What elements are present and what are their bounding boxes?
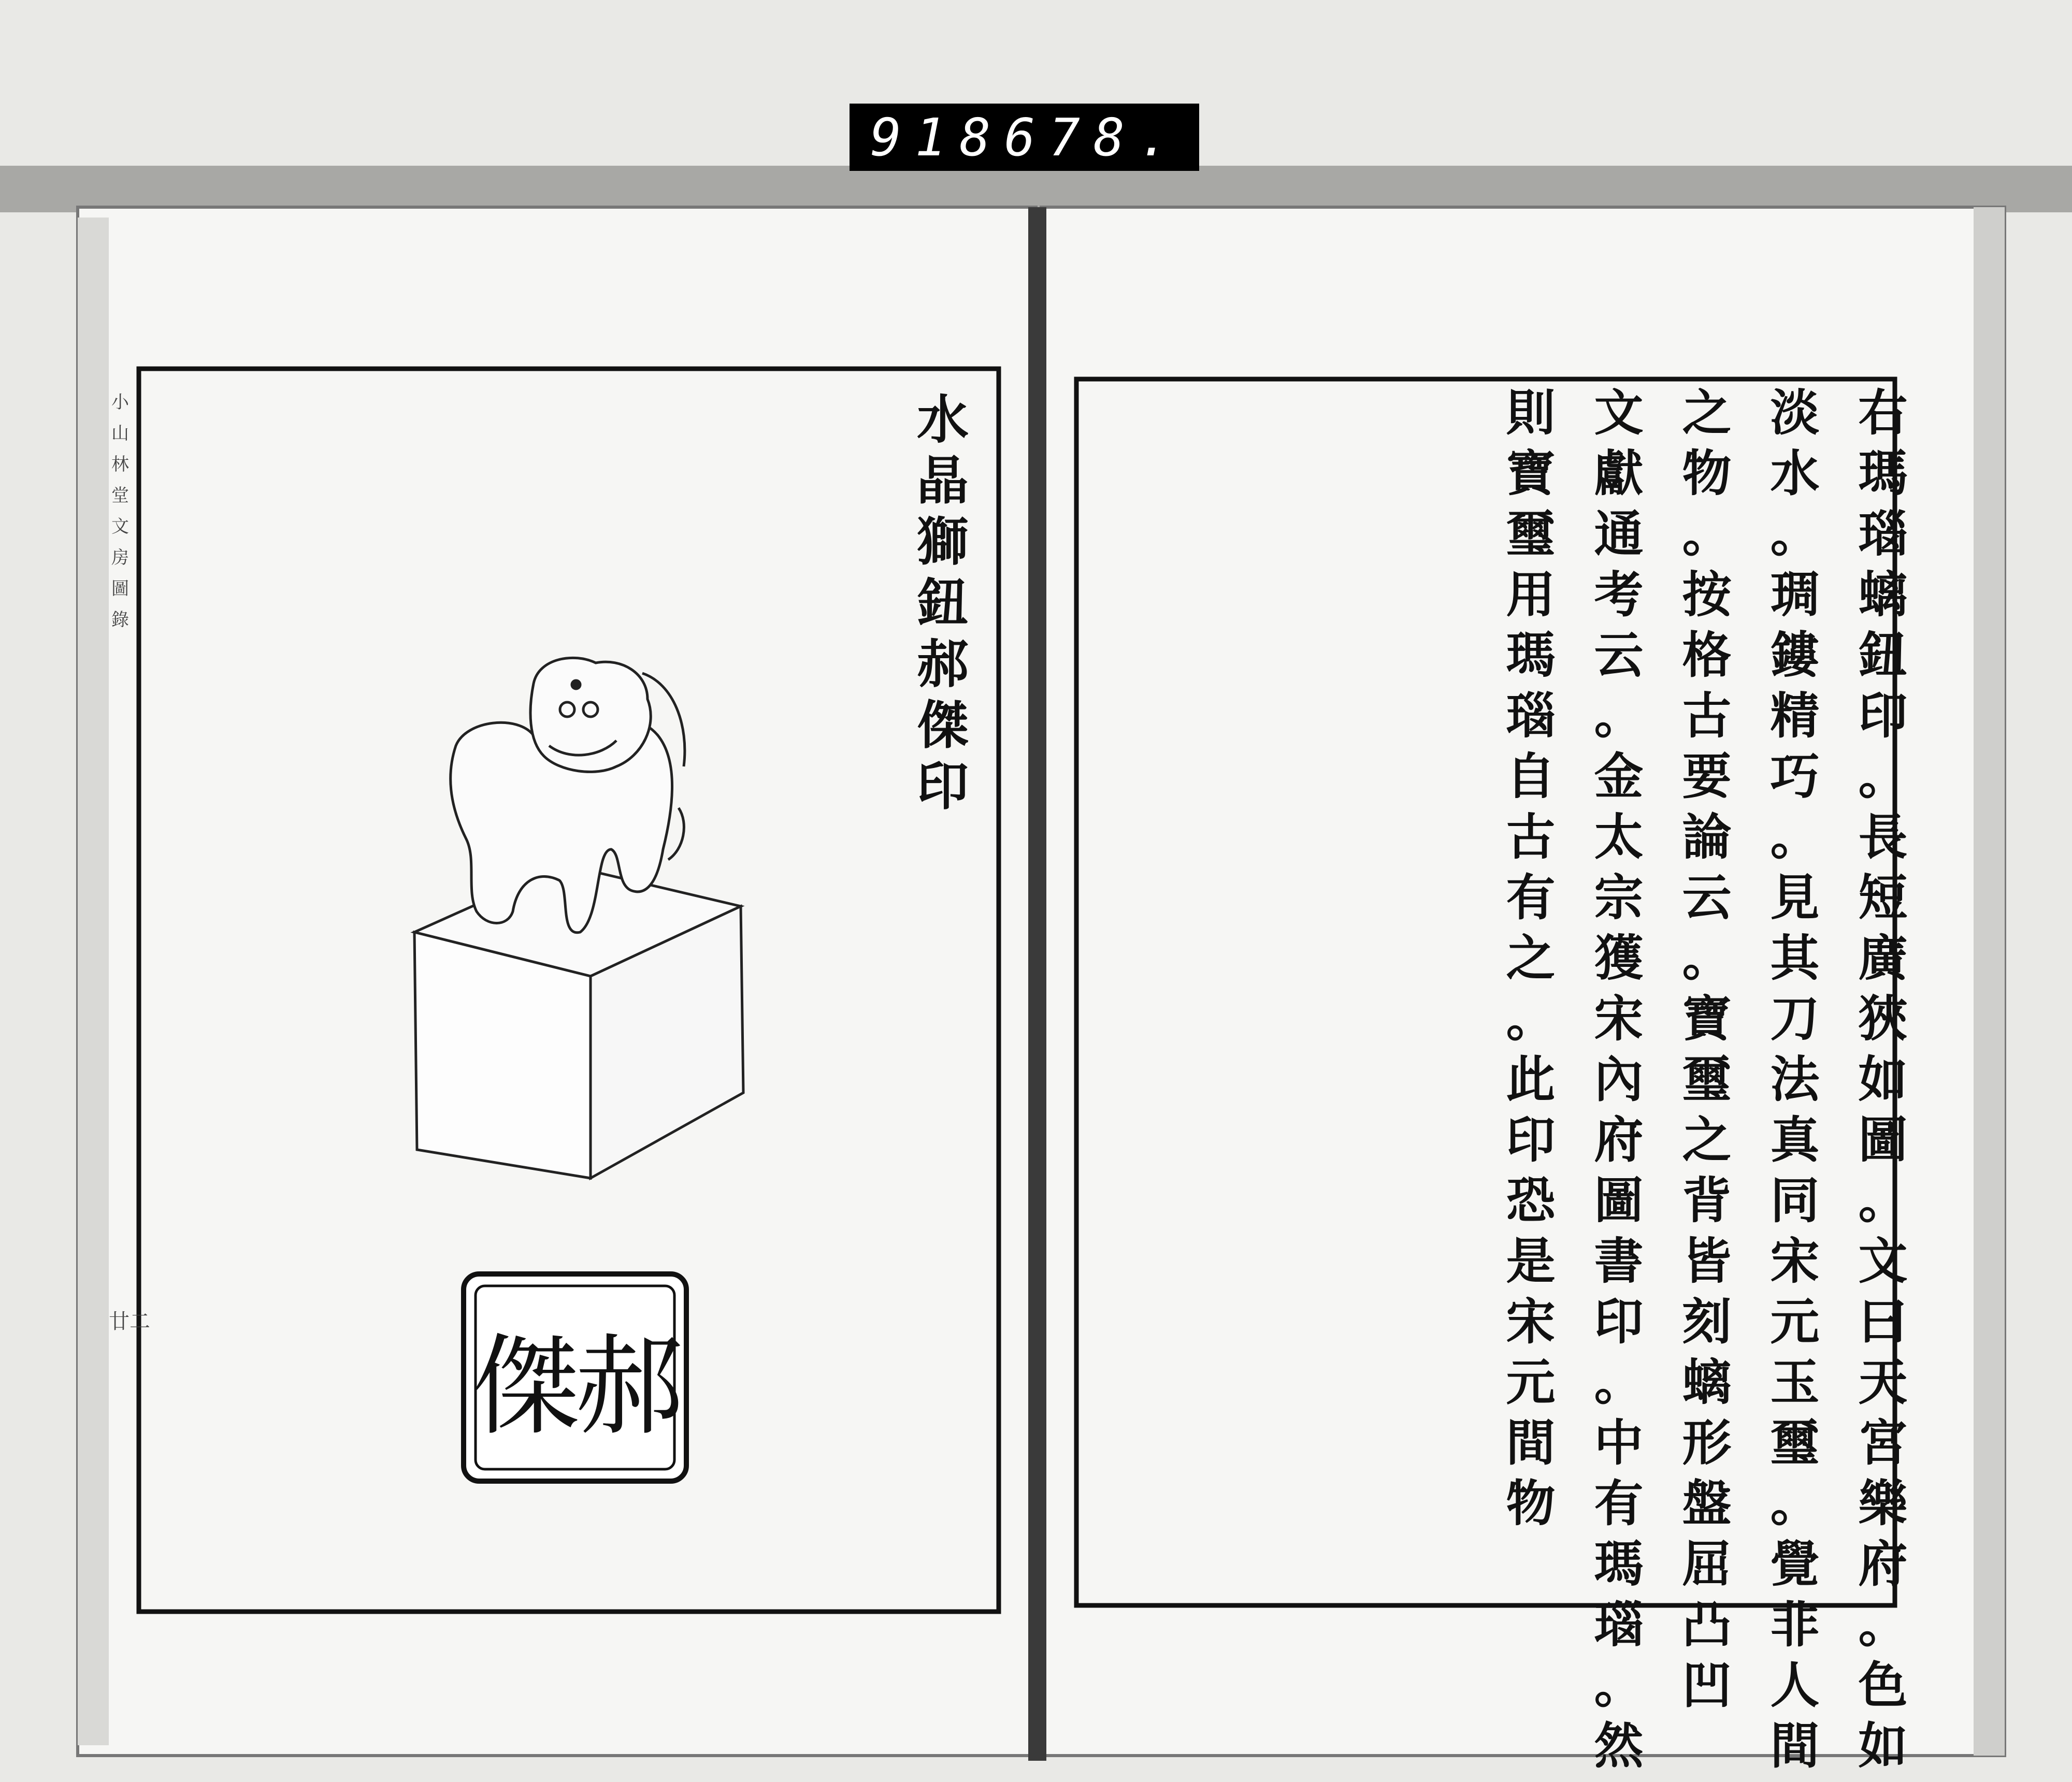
text-char: 云: [1594, 627, 1644, 684]
text-column: [1673, 384, 1740, 1721]
text-char: 間: [1770, 1717, 1820, 1775]
caption-char: 傑: [917, 694, 969, 756]
text-char: 。: [1858, 1172, 1908, 1229]
text-char: 印: [1858, 687, 1908, 745]
text-char: 鈕: [1858, 627, 1908, 684]
text-char: 要: [1682, 748, 1732, 805]
text-char: 瑪: [1594, 1535, 1644, 1593]
seal-caption: [912, 389, 974, 821]
text-char: 巧: [1770, 748, 1820, 805]
text-char: 其: [1770, 930, 1820, 987]
text-char: 內: [1594, 1051, 1644, 1108]
text-column: [1761, 384, 1829, 1782]
text-char: 瑪: [1858, 445, 1908, 502]
text-char: 凸: [1682, 1596, 1732, 1654]
text-char: 。: [1858, 748, 1908, 805]
text-char: 太: [1594, 808, 1644, 866]
text-char: 人: [1770, 1657, 1820, 1714]
text-char: 云: [1682, 869, 1732, 926]
text-char: 鏤: [1770, 627, 1820, 684]
text-char: 樂: [1858, 1475, 1908, 1532]
caption-char: 郝: [917, 633, 969, 694]
text-char: 水: [1770, 445, 1820, 502]
text-char: 通: [1594, 505, 1644, 563]
text-char: 瑪: [1506, 627, 1556, 684]
text-char: 皆: [1682, 1233, 1732, 1290]
text-char: 有: [1594, 1475, 1644, 1532]
text-char: 府: [1858, 1535, 1908, 1593]
caption-char: 獅: [917, 511, 969, 572]
text-char: 瑙: [1858, 505, 1908, 563]
gutter: [1028, 207, 1046, 1761]
text-char: 文: [1594, 384, 1644, 442]
text-char: 。: [1594, 1354, 1644, 1411]
spine-char: 山: [111, 423, 129, 444]
spine-char: 堂: [111, 485, 129, 506]
text-char: 同: [1770, 1172, 1820, 1229]
text-char: 。: [1594, 687, 1644, 745]
text-char: 凹: [1682, 1657, 1732, 1714]
text-char: 之: [1682, 384, 1732, 442]
text-char: 印: [1506, 1111, 1556, 1169]
spine-char: 文: [111, 516, 129, 537]
text-char: 則: [1506, 384, 1556, 442]
text-char: 古: [1682, 687, 1732, 745]
text-char: 法: [1770, 1051, 1820, 1108]
caption-char: 印: [917, 756, 969, 817]
text-char: 格: [1682, 627, 1732, 684]
seal-char: 郝: [575, 1323, 679, 1450]
spine-char: 林: [111, 454, 129, 475]
text-column: [1585, 384, 1652, 1782]
text-char: 非: [1770, 1596, 1820, 1654]
text-char: 如: [1858, 1717, 1908, 1775]
text-char: 刻: [1682, 1293, 1732, 1351]
text-char: 自: [1506, 748, 1556, 805]
text-char: 。: [1770, 1475, 1820, 1532]
text-char: 是: [1506, 1233, 1556, 1290]
spine-char: 錄: [111, 610, 129, 630]
text-char: 。: [1594, 1657, 1644, 1714]
text-char: 刀: [1770, 990, 1820, 1048]
seal-text: [471, 1305, 679, 1450]
caption-char: 鈕: [917, 572, 969, 633]
text-char: 宗: [1594, 869, 1644, 926]
text-char: 獻: [1594, 445, 1644, 502]
spine-char: 圖: [111, 578, 129, 599]
spine-char: 房: [111, 547, 129, 568]
text-char: 瑙: [1506, 687, 1556, 745]
text-char: 精: [1770, 687, 1820, 745]
text-char: 盤: [1682, 1475, 1732, 1532]
text-char: 曰: [1858, 1293, 1908, 1351]
catalog-number-right: 678.: [1004, 107, 1183, 168]
text-char: 間: [1506, 1414, 1556, 1472]
text-char: 宋: [1506, 1293, 1556, 1351]
text-char: 物: [1506, 1475, 1556, 1532]
text-char: 印: [1594, 1293, 1644, 1351]
spine-title: [110, 394, 131, 642]
text-char: 金: [1594, 748, 1644, 805]
text-char: 按: [1682, 566, 1732, 624]
text-char: 之: [1682, 1111, 1732, 1169]
text-char: 見: [1770, 869, 1820, 926]
text-char: 古: [1506, 808, 1556, 866]
text-char: 天: [1858, 1354, 1908, 1411]
text-char: 璽: [1506, 505, 1556, 563]
text-char: 元: [1770, 1293, 1820, 1351]
text-char: 中: [1594, 1414, 1644, 1472]
text-char: 寶: [1682, 990, 1732, 1048]
spine-page-number: 廿二: [109, 1310, 150, 1334]
text-char: 。: [1506, 990, 1556, 1048]
caption-char: 晶: [917, 450, 969, 511]
text-char: 。: [1682, 505, 1732, 563]
text-char: 。: [1682, 930, 1732, 987]
text-char: 用: [1506, 566, 1556, 624]
text-char: 右: [1858, 384, 1908, 442]
spine-char: 小: [111, 392, 129, 413]
text-char: 玉: [1770, 1354, 1820, 1411]
text-char: 形: [1682, 1414, 1732, 1472]
text-char: 論: [1682, 808, 1732, 866]
text-char: 府: [1594, 1111, 1644, 1169]
text-char: 廣: [1858, 930, 1908, 987]
text-char: 如: [1858, 1051, 1908, 1108]
text-char: 色: [1858, 1657, 1908, 1714]
text-column: [1849, 384, 1917, 1782]
text-char: 螭: [1682, 1354, 1732, 1411]
catalog-number-label: [850, 104, 1199, 171]
text-char: 。: [1770, 505, 1820, 563]
catalog-number-left: 918: [870, 107, 1004, 168]
caption-char: 水: [917, 389, 969, 450]
text-char: 宮: [1858, 1414, 1908, 1472]
text-char: 宋: [1770, 1233, 1820, 1290]
text-char: 書: [1594, 1233, 1644, 1290]
stacked-page-edges: [1974, 207, 2005, 1756]
text-char: 背: [1682, 1172, 1732, 1229]
text-char: 屈: [1682, 1535, 1732, 1593]
text-char: 璽: [1682, 1051, 1732, 1108]
text-char: 覺: [1770, 1535, 1820, 1593]
text-char: 狹: [1858, 990, 1908, 1048]
text-char: 元: [1506, 1354, 1556, 1411]
text-char: 短: [1858, 869, 1908, 926]
text-char: 文: [1858, 1233, 1908, 1290]
text-char: 瑙: [1594, 1596, 1644, 1654]
scanner-shadow-band: [0, 166, 2072, 212]
text-column: [1497, 384, 1564, 1540]
text-char: 。: [1858, 1596, 1908, 1654]
text-char: 圖: [1858, 1111, 1908, 1169]
left-binding-edge: [78, 218, 109, 1745]
text-char: 寶: [1506, 445, 1556, 502]
text-char: 真: [1770, 1111, 1820, 1169]
text-char: 此: [1506, 1051, 1556, 1108]
text-char: 之: [1506, 930, 1556, 987]
text-char: 考: [1594, 566, 1644, 624]
text-char: 獲: [1594, 930, 1644, 987]
text-char: 螭: [1858, 566, 1908, 624]
text-char: 物: [1682, 445, 1732, 502]
text-char: 。: [1770, 808, 1820, 866]
text-char: 長: [1858, 808, 1908, 866]
text-char: 圖: [1594, 1172, 1644, 1229]
text-char: 璽: [1770, 1414, 1820, 1472]
text-char: 恐: [1506, 1172, 1556, 1229]
text-char: 有: [1506, 869, 1556, 926]
text-char: 淡: [1770, 384, 1820, 442]
text-char: 琱: [1770, 566, 1820, 624]
text-char: 然: [1594, 1717, 1644, 1775]
text-char: 宋: [1594, 990, 1644, 1048]
seal-char: 傑: [471, 1323, 575, 1450]
